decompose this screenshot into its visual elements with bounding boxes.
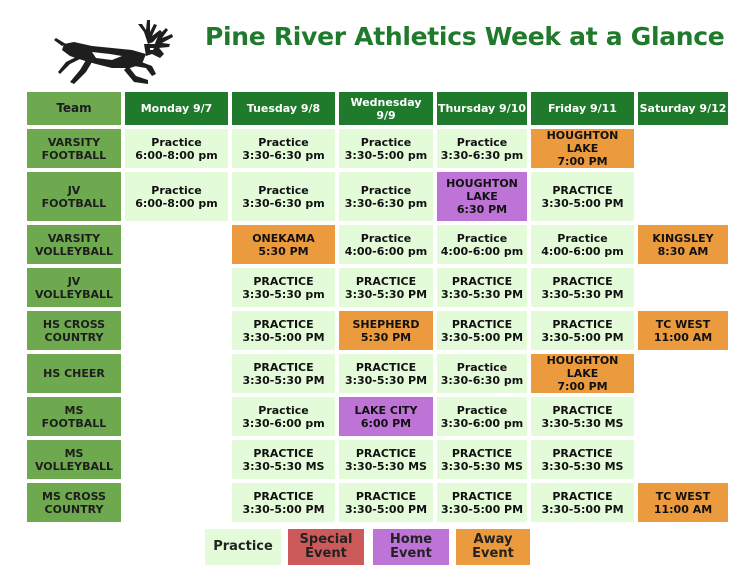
cell-text-line: PRACTICE (355, 446, 417, 460)
schedule-cell-thursday-practice (437, 483, 527, 522)
cell-text-line: 3:30-5:00 PM (440, 330, 524, 344)
cell-text-line: VOLLEYBALL (34, 244, 114, 258)
cell-text-line: 3:30-5:30 PM (440, 287, 524, 301)
cell-text-line: 3:30-5:30 pm (242, 287, 325, 301)
cell-text-line: Special (299, 532, 353, 547)
day-header-monday: Monday 9/7 (125, 92, 228, 125)
schedule-cell-tuesday-practice (232, 268, 335, 307)
cell-text-line: Practice (213, 539, 273, 554)
schedule-grid (27, 92, 728, 522)
cell-text-line: 3:30-5:30 PM (344, 287, 428, 301)
cell-text-line: 11:00 AM (653, 330, 713, 344)
cell-text-line: Practice (258, 183, 309, 197)
cell-text-line: PRACTICE (355, 360, 417, 374)
team-header: Team (27, 92, 121, 125)
schedule-cell-saturday-empty (638, 268, 728, 307)
team-name-cell (27, 311, 121, 350)
cell-text-line: Practice (258, 135, 309, 149)
schedule-cell-tuesday-away (232, 225, 335, 264)
cell-text-line: VOLLEYBALL (34, 287, 114, 301)
cell-text-line: 3:30-5:00 pm (344, 148, 428, 162)
schedule-cell-saturday-away (638, 225, 728, 264)
cell-text-line: Practice (360, 231, 412, 245)
schedule-cell-saturday-empty (638, 397, 728, 436)
cell-text-line: PRACTICE (552, 274, 613, 288)
schedule-cell-wednesday-practice (339, 268, 433, 307)
cell-text-line: 3:30-6:30 pm (242, 148, 325, 162)
legend-practice (205, 529, 281, 565)
cell-text-line: PRACTICE (451, 317, 513, 331)
cell-text-line: PRACTICE (552, 317, 613, 331)
cell-text-line: LAKE CITY (354, 403, 418, 417)
schedule-cell-monday-empty (125, 354, 228, 393)
cell-text-line: VOLLEYBALL (34, 459, 114, 473)
schedule-cell-wednesday-practice (339, 172, 433, 221)
cell-text-line: Event (390, 546, 432, 561)
cell-text-line: Practice (151, 183, 202, 197)
cell-text-line: TC WEST (655, 489, 711, 503)
schedule-cell-thursday-practice (437, 440, 527, 479)
schedule-cell-saturday-empty (638, 440, 728, 479)
day-header-friday: Friday 9/11 (531, 92, 634, 125)
schedule-cell-friday-practice (531, 311, 634, 350)
page-title: Pine River Athletics Week at a Glance (205, 22, 725, 51)
schedule-cell-friday-away (531, 354, 634, 393)
schedule-cell-tuesday-practice (232, 354, 335, 393)
schedule-cell-monday-empty (125, 397, 228, 436)
cell-text-line: FOOTBALL (41, 416, 107, 430)
schedule-cell-thursday-practice (437, 354, 527, 393)
schedule-cell-monday-empty (125, 311, 228, 350)
cell-text-line: ONEKAMA (252, 231, 315, 245)
schedule-cell-tuesday-practice (232, 172, 335, 221)
cell-text-line: 4:00-6:00 pm (541, 244, 624, 258)
cell-text-line: VARSITY (47, 231, 101, 245)
schedule-cell-thursday-practice (437, 268, 527, 307)
cell-text-line: MS CROSS (42, 489, 106, 503)
schedule-cell-monday-practice (125, 129, 228, 168)
schedule-cell-monday-empty (125, 440, 228, 479)
schedule-cell-wednesday-practice (339, 354, 433, 393)
cell-text-line: Practice (456, 360, 508, 374)
schedule-cell-monday-empty (125, 225, 228, 264)
cell-text-line: 3:30-6:00 pm (242, 416, 325, 430)
cell-text-line: Practice (456, 231, 508, 245)
schedule-cell-tuesday-practice (232, 483, 335, 522)
cell-text-line: Practice (456, 403, 508, 417)
cell-text-line: KINGSLEY (652, 231, 714, 245)
team-name-cell (27, 440, 121, 479)
cell-text-line: 3:30-5:00 PM (541, 196, 624, 210)
cell-text-line: 6:00-8:00 pm (135, 196, 218, 210)
cell-text-line: HS CHEER (43, 367, 105, 380)
cell-text-line: 3:30-6:00 pm (440, 416, 524, 430)
cell-text-line: 3:30-6:30 pm (344, 196, 428, 210)
cell-text-line: Practice (151, 135, 202, 149)
cell-text-line: TC WEST (655, 317, 711, 331)
team-name-cell (27, 268, 121, 307)
cell-text-line: JV (67, 183, 81, 197)
cell-text-line: PRACTICE (253, 489, 314, 503)
cell-text-line: 6:30 PM (456, 203, 508, 216)
day-header-thursday: Thursday 9/10 (437, 92, 527, 125)
cell-text-line: FOOTBALL (41, 148, 107, 162)
schedule-cell-monday-empty (125, 483, 228, 522)
cell-text-line: Event (472, 546, 514, 561)
cell-text-line: 7:00 PM (557, 155, 608, 168)
legend-home (373, 529, 449, 565)
cell-text-line: 6:00 PM (360, 416, 412, 430)
cell-text-line: LAKE (466, 190, 498, 203)
cell-text-line: Practice (258, 403, 309, 417)
cell-text-line: COUNTRY (44, 502, 104, 516)
schedule-cell-friday-practice (531, 268, 634, 307)
cell-text-line: PRACTICE (253, 360, 314, 374)
schedule-cell-wednesday-home (339, 397, 433, 436)
team-name-cell (27, 483, 121, 522)
cell-text-line: HOUGHTON LAKE (546, 129, 619, 155)
cell-text-line: 3:30-5:30 MS (345, 459, 427, 473)
cell-text-line: MS (64, 403, 84, 417)
cell-text-line: 8:30 AM (657, 244, 709, 258)
cell-text-line: 3:30-5:30 MS (242, 459, 325, 473)
schedule-cell-friday-practice (531, 397, 634, 436)
cell-text-line: COUNTRY (44, 330, 104, 344)
cell-text-line: 3:30-5:30 MS (541, 416, 624, 430)
schedule-cell-monday-empty (125, 268, 228, 307)
cell-text-line: PRACTICE (355, 274, 417, 288)
cell-text-line: PRACTICE (355, 489, 417, 503)
schedule-cell-friday-practice (531, 225, 634, 264)
cell-text-line: 3:30-6:30 pm (440, 148, 524, 162)
cell-text-line: PRACTICE (451, 489, 513, 503)
cell-text-line: 3:30-5:00 PM (344, 502, 428, 516)
cell-text-line: 4:00-6:00 pm (440, 244, 524, 258)
schedule-cell-saturday-away (638, 483, 728, 522)
cell-text-line: VARSITY (47, 135, 101, 149)
cell-text-line: 3:30-6:30 pm (440, 373, 524, 387)
schedule-cell-tuesday-practice (232, 129, 335, 168)
cell-text-line: PRACTICE (253, 317, 314, 331)
cell-text-line: PRACTICE (451, 446, 513, 460)
cell-text-line: 5:30 PM (360, 330, 412, 344)
legend-away (456, 529, 530, 565)
cell-text-line: 3:30-5:30 MS (541, 459, 624, 473)
schedule-cell-friday-practice (531, 483, 634, 522)
cell-text-line: 5:30 PM (258, 244, 309, 258)
cell-text-line: Away (473, 532, 513, 547)
schedule-cell-thursday-practice (437, 397, 527, 436)
cell-text-line: HOUGHTON (446, 177, 518, 190)
cell-text-line: HS CROSS (42, 317, 106, 331)
team-name-cell (27, 172, 121, 221)
team-name-cell (27, 129, 121, 168)
cell-text-line: MS (64, 446, 84, 460)
cell-text-line: Practice (557, 231, 608, 245)
cell-text-line: Practice (360, 183, 412, 197)
cell-text-line: 3:30-5:30 PM (344, 373, 428, 387)
day-header-saturday: Saturday 9/12 (638, 92, 728, 125)
cell-text-line: PRACTICE (253, 274, 314, 288)
team-name-cell (27, 354, 121, 393)
schedule-cell-thursday-home (437, 172, 527, 221)
cell-text-line: PRACTICE (552, 183, 613, 197)
schedule-cell-wednesday-practice (339, 483, 433, 522)
cell-text-line: 11:00 AM (653, 502, 713, 516)
cell-text-line: 3:30-5:00 PM (541, 330, 624, 344)
schedule-cell-thursday-practice (437, 311, 527, 350)
cell-text-line: 3:30-5:30 PM (541, 287, 624, 301)
cell-text-line: PRACTICE (552, 489, 613, 503)
cell-text-line: 3:30-6:30 pm (242, 196, 325, 210)
schedule-cell-friday-practice (531, 440, 634, 479)
cell-text-line: Home (389, 532, 433, 547)
schedule-cell-saturday-empty (638, 354, 728, 393)
schedule-cell-saturday-empty (638, 172, 728, 221)
schedule-cell-saturday-away (638, 311, 728, 350)
cell-text-line: 4:00-6:00 pm (344, 244, 428, 258)
cell-text-line: Practice (456, 135, 508, 149)
schedule-cell-friday-practice (531, 172, 634, 221)
cell-text-line: PRACTICE (552, 403, 613, 417)
schedule-cell-friday-away (531, 129, 634, 168)
day-header-wednesday: Wednesday 9/9 (339, 92, 433, 125)
cell-text-line: 3:30-5:00 PM (440, 502, 524, 516)
schedule-cell-wednesday-practice (339, 225, 433, 264)
schedule-cell-thursday-practice (437, 129, 527, 168)
team-name-cell (27, 225, 121, 264)
cell-text-line: 3:30-5:00 PM (242, 502, 325, 516)
legend-special (288, 529, 364, 565)
schedule-cell-monday-practice (125, 172, 228, 221)
day-header-tuesday: Tuesday 9/8 (232, 92, 335, 125)
schedule-cell-thursday-practice (437, 225, 527, 264)
deer-logo-icon (52, 14, 180, 94)
cell-text-line: HOUGHTON LAKE (546, 354, 619, 380)
cell-text-line: 3:30-5:30 PM (242, 373, 325, 387)
schedule-cell-saturday-empty (638, 129, 728, 168)
cell-text-line: PRACTICE (253, 446, 314, 460)
schedule-cell-wednesday-practice (339, 129, 433, 168)
cell-text-line: JV (67, 274, 81, 288)
cell-text-line: 6:00-8:00 pm (135, 148, 218, 162)
cell-text-line: PRACTICE (451, 274, 513, 288)
schedule-cell-wednesday-practice (339, 440, 433, 479)
schedule-cell-tuesday-practice (232, 440, 335, 479)
cell-text-line: FOOTBALL (41, 196, 107, 210)
cell-text-line: SHEPHERD (352, 317, 420, 331)
cell-text-line: 7:00 PM (557, 380, 608, 393)
schedule-cell-tuesday-practice (232, 311, 335, 350)
team-name-cell (27, 397, 121, 436)
cell-text-line: 3:30-5:00 PM (242, 330, 325, 344)
schedule-cell-tuesday-practice (232, 397, 335, 436)
cell-text-line: 3:30-5:30 MS (441, 459, 523, 473)
cell-text-line: Event (305, 546, 347, 561)
cell-text-line: PRACTICE (552, 446, 613, 460)
schedule-cell-wednesday-away (339, 311, 433, 350)
cell-text-line: 3:30-5:00 PM (541, 502, 624, 516)
cell-text-line: Practice (360, 135, 412, 149)
